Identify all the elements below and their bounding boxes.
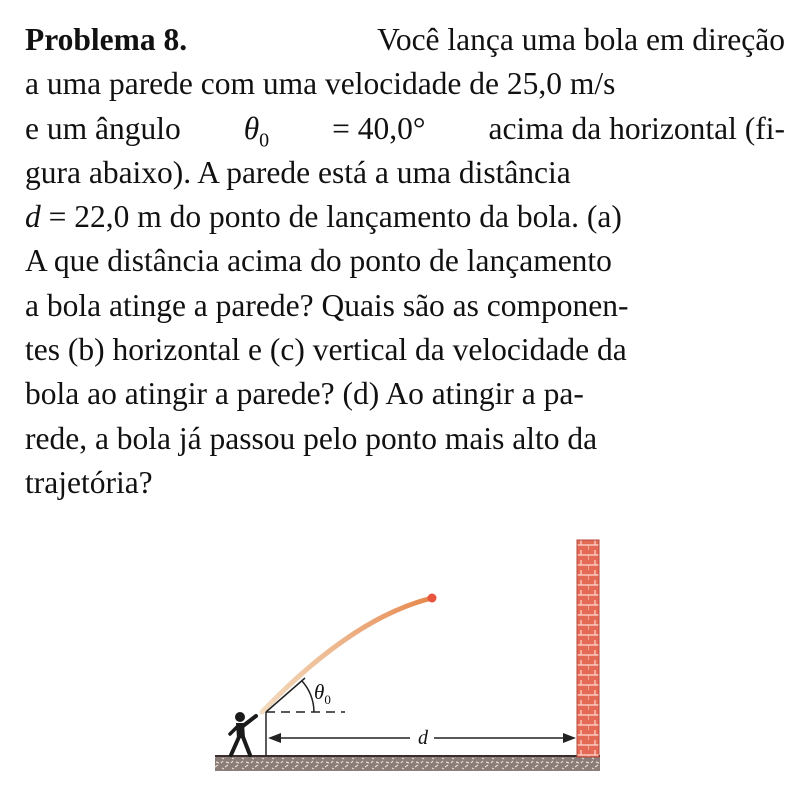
arrowhead-left-icon: [268, 733, 281, 743]
problem-label: Problema 8.: [25, 22, 188, 57]
angle-arc: [302, 681, 314, 712]
d-symbol: d: [25, 199, 41, 235]
brick-wall: [577, 540, 599, 757]
ball: [428, 594, 437, 603]
text-line-11: trajetória?: [25, 464, 153, 500]
text-line-6: A que distância acima do ponto de lançamento: [25, 243, 612, 279]
text-line-1: Problema 8. Você lança uma bola em direção: [25, 18, 785, 62]
distance-label: d: [418, 727, 428, 749]
theta-symbol: θ: [243, 110, 260, 146]
text-line-10: rede, a bola já passou pelo ponto mais alto da: [25, 420, 598, 456]
text-line-2: a uma parede com uma velocidade de 25,0 m/s: [25, 66, 616, 102]
person-throwing-icon: [230, 712, 256, 755]
text-line-3: e um ângulo $\theta_0$ = 40,0° acima da horizontal (fi-: [25, 110, 785, 151]
arrowhead-right-icon: [563, 733, 576, 743]
text-line-7: a bola atinge a parede? Quais são as componen-: [25, 287, 629, 323]
launch-direction-line: [266, 678, 305, 712]
text-line-4: gura abaixo). A parede está a uma distância: [25, 154, 571, 190]
ground: [215, 756, 600, 771]
text-line-9: bola ao atingir a parede? (d) Ao atingir a pa-: [25, 376, 584, 412]
ball-trajectory: [262, 598, 432, 712]
text-line-8: tes (b) horizontal e (c) vertical da velocidade da: [25, 332, 627, 368]
angle-label: $\theta_0$: [314, 680, 331, 707]
text-line-5: d = 22,0 m do ponto de lançamento da bola. (a): [25, 199, 622, 235]
